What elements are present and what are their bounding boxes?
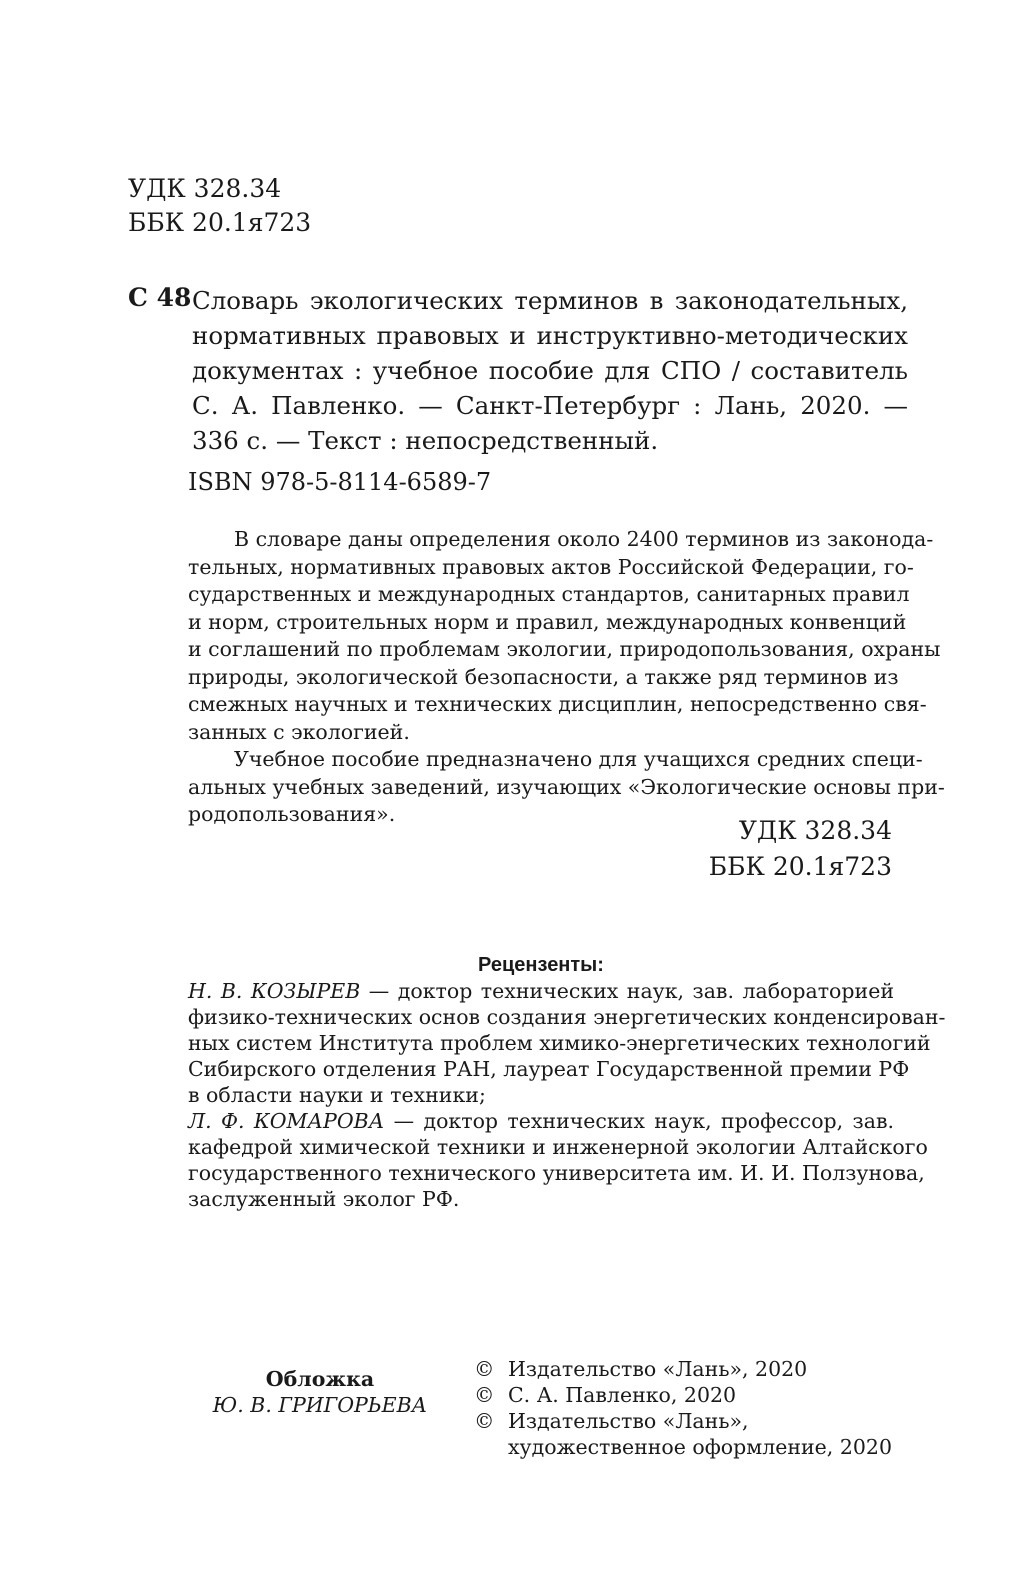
bib-line: С. А. Павленко. — Санкт-Петербург : Лань, 2020. — [192, 391, 908, 420]
abstract-line: занных с экологией. [188, 719, 410, 744]
bib-line: Словарь экологических терминов в законодательных, [192, 286, 908, 315]
copyright-art-design: художественное оформление, 2020 [508, 1435, 893, 1459]
bib-line: 336 с. — Текст : непосредственный. [192, 426, 659, 455]
abstract-line: природы, экологической безопасности, а также ряд терминов из [188, 664, 899, 689]
copyright-row [474, 1356, 892, 1382]
reviewer-line: государственного технического университета им. И. И. Ползунова, [188, 1161, 925, 1185]
reviewer-line: кафедрой химической техники и инженерной экологии Алтайского [188, 1135, 928, 1159]
copyright-icon: © [474, 1383, 495, 1407]
reviewers-section [188, 952, 946, 1212]
bbk-code-top: ББК 20.1я723 [128, 208, 312, 237]
copyright-block [474, 1356, 892, 1460]
reviewer-2-title: — доктор технических наук, профессор, зав. [384, 1109, 894, 1133]
abstract-line: родопользования». [188, 802, 396, 826]
reviewers-title: Рецензенты: [478, 954, 604, 976]
reviewer-1-name: Н. В. КОЗЫРЕВ [188, 979, 361, 1003]
classification-codes [600, 813, 892, 885]
abstract [188, 526, 945, 829]
abstract-line: Учебное пособие предназначено для учащихся средних специ- [234, 747, 923, 771]
bib-line: нормативных правовых и инструктивно-методических [192, 321, 908, 350]
reviewer-line: физико-технических основ создания энергетических конденсирован- [188, 1005, 946, 1029]
reviewer-1-title: — доктор технических наук, зав. лабораторией [360, 979, 894, 1003]
reviewer-line: ных систем Института проблем химико-энергетических технологий [188, 1031, 931, 1055]
abstract-line: и соглашений по проблемам экологии, природопользования, охраны [188, 637, 941, 661]
reviewer-1-line [188, 978, 894, 1004]
abstract-line: альных учебных заведений, изучающих «Экологические основы при- [188, 774, 945, 799]
abstract-line: сударственных и международных стандартов, санитарных правил [188, 582, 910, 606]
copyright-author: С. А. Павленко, 2020 [508, 1383, 737, 1407]
abstract-line: В словаре даны определения около 2400 терминов из законода- [234, 527, 934, 551]
reviewer-line: заслуженный эколог РФ. [188, 1187, 460, 1211]
author-sign: С 48 [128, 283, 192, 312]
abstract-line: смежных научных и технических дисциплин, непосредственно свя- [188, 692, 927, 716]
udk-code-top: УДК 328.34 [128, 174, 282, 203]
abstract-line: тельных, нормативных правовых актов Российской Федерации, го- [188, 554, 914, 579]
cover-label: Обложка [265, 1367, 375, 1391]
abstract-line: и норм, строительных норм и правил, международных конвенций [188, 609, 907, 634]
copyright-icon: © [474, 1409, 495, 1433]
copyright-row [474, 1382, 892, 1408]
copyright-icon: © [474, 1357, 495, 1381]
copyright-publisher-art: Издательство «Лань», [508, 1409, 749, 1433]
copyright-publisher: Издательство «Лань», 2020 [508, 1357, 808, 1381]
bibliographic-description [192, 283, 908, 458]
bbk-code-bottom: ББК 20.1я723 [708, 852, 892, 881]
reviewer-2-line [188, 1108, 894, 1134]
cover-credit [200, 1366, 440, 1418]
reviewer-line: в области науки и техники; [188, 1083, 486, 1107]
copyright-row [474, 1434, 892, 1460]
copyright-row [474, 1408, 892, 1434]
reviewer-line: Сибирского отделения РАН, лауреат Государственной премии РФ [188, 1057, 910, 1081]
cover-designer: Ю. В. ГРИГОРЬЕВА [212, 1393, 428, 1417]
isbn: ISBN 978-5-8114-6589-7 [188, 468, 492, 496]
bib-line: документах : учебное пособие для СПО / составитель [192, 356, 908, 385]
udk-code-bottom: УДК 328.34 [738, 816, 892, 845]
reviewer-2-name: Л. Ф. КОМАРОВА [188, 1109, 385, 1133]
